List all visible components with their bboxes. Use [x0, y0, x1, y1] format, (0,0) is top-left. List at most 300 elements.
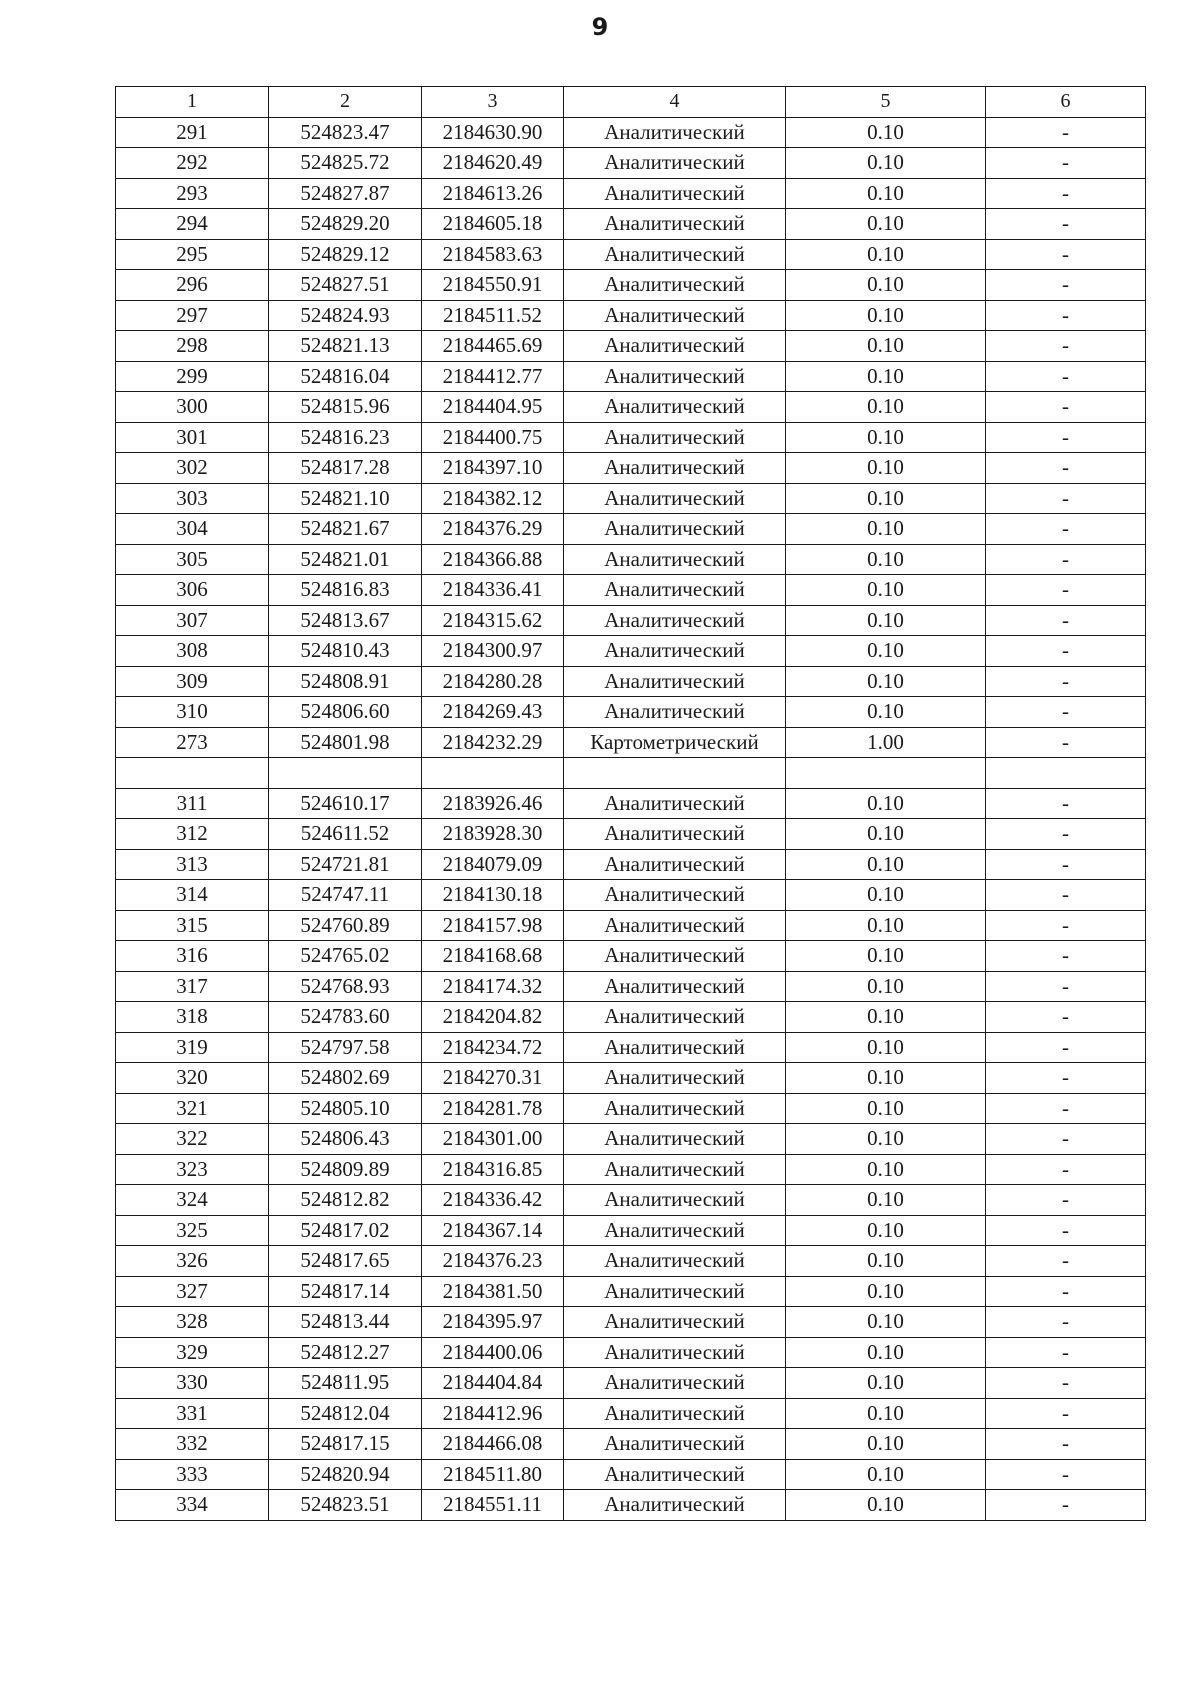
- table-cell: 2184130.18: [422, 880, 564, 911]
- table-row: [116, 971, 1146, 1002]
- table-cell: Аналитический: [564, 1276, 786, 1307]
- table-cell: 524760.89: [269, 910, 422, 941]
- table-cell: 328: [116, 1307, 269, 1338]
- table-cell: 2184583.63: [422, 239, 564, 270]
- table-cell: Аналитический: [564, 1398, 786, 1429]
- table-cell: 0.10: [786, 819, 986, 850]
- table-cell: 524817.28: [269, 453, 422, 484]
- table-cell: 2184395.97: [422, 1307, 564, 1338]
- table-cell: Аналитический: [564, 1337, 786, 1368]
- table-cell: -: [986, 1032, 1146, 1063]
- table-cell: 2184412.96: [422, 1398, 564, 1429]
- table-cell: -: [986, 1276, 1146, 1307]
- header-row: [116, 87, 1146, 118]
- table-cell: -: [986, 636, 1146, 667]
- table-cell: 0.10: [786, 666, 986, 697]
- table-cell: -: [986, 910, 1146, 941]
- table-cell: 0.10: [786, 270, 986, 301]
- table-row: [116, 239, 1146, 270]
- table-row: [116, 1337, 1146, 1368]
- table-cell: 0.10: [786, 697, 986, 728]
- table-cell: 2184381.50: [422, 1276, 564, 1307]
- table-row: [116, 636, 1146, 667]
- table-cell: 524829.12: [269, 239, 422, 270]
- table-cell: 319: [116, 1032, 269, 1063]
- table-cell: 2184404.95: [422, 392, 564, 423]
- table-header: [116, 87, 1146, 118]
- table-cell: 524805.10: [269, 1093, 422, 1124]
- table-cell: Аналитический: [564, 880, 786, 911]
- table-cell: 2184315.62: [422, 605, 564, 636]
- table-cell: [786, 758, 986, 789]
- coordinates-table: [115, 86, 1146, 1521]
- table-cell: 303: [116, 483, 269, 514]
- table-cell: 333: [116, 1459, 269, 1490]
- table-cell: Аналитический: [564, 1154, 786, 1185]
- table-cell: 313: [116, 849, 269, 880]
- table-cell: 2184620.49: [422, 148, 564, 179]
- table-cell: 2184400.75: [422, 422, 564, 453]
- table-cell: 524809.89: [269, 1154, 422, 1185]
- table-cell: 2184511.80: [422, 1459, 564, 1490]
- table-cell: 0.10: [786, 788, 986, 819]
- table-cell: 0.10: [786, 1093, 986, 1124]
- table-cell: 304: [116, 514, 269, 545]
- table-cell: 524827.87: [269, 178, 422, 209]
- table-cell: 2184382.12: [422, 483, 564, 514]
- table-cell: 301: [116, 422, 269, 453]
- table-row: [116, 1124, 1146, 1155]
- table-cell: 524816.83: [269, 575, 422, 606]
- table-cell: 524827.51: [269, 270, 422, 301]
- table-cell: -: [986, 697, 1146, 728]
- page-number: 9: [591, 13, 609, 41]
- table-cell: -: [986, 300, 1146, 331]
- table-cell: 2183926.46: [422, 788, 564, 819]
- table-cell: 291: [116, 117, 269, 148]
- table-cell: Аналитический: [564, 575, 786, 606]
- table-cell: -: [986, 1063, 1146, 1094]
- table-cell: Аналитический: [564, 1093, 786, 1124]
- table-cell: 2184204.82: [422, 1002, 564, 1033]
- table-cell: Аналитический: [564, 849, 786, 880]
- table-cell: 305: [116, 544, 269, 575]
- table-cell: 334: [116, 1490, 269, 1521]
- table-cell: Аналитический: [564, 1032, 786, 1063]
- table-cell: Аналитический: [564, 697, 786, 728]
- table-cell: 2184400.06: [422, 1337, 564, 1368]
- table-cell: 0.10: [786, 1215, 986, 1246]
- table-cell: 524801.98: [269, 727, 422, 758]
- table-row: [116, 361, 1146, 392]
- table-cell: -: [986, 819, 1146, 850]
- table-row: [116, 178, 1146, 209]
- table-cell: 310: [116, 697, 269, 728]
- table-row: [116, 392, 1146, 423]
- table-cell: -: [986, 1337, 1146, 1368]
- table-cell: 524812.27: [269, 1337, 422, 1368]
- table-row: [116, 1154, 1146, 1185]
- table-cell: 2184301.00: [422, 1124, 564, 1155]
- table-cell: Аналитический: [564, 605, 786, 636]
- table-cell: Аналитический: [564, 392, 786, 423]
- table-cell: 524824.93: [269, 300, 422, 331]
- table-cell: Аналитический: [564, 819, 786, 850]
- table-cell: 2184168.68: [422, 941, 564, 972]
- table-cell: 2184630.90: [422, 117, 564, 148]
- table-cell: 524816.04: [269, 361, 422, 392]
- table-cell: 524802.69: [269, 1063, 422, 1094]
- table-cell: 524813.44: [269, 1307, 422, 1338]
- table-cell: 524811.95: [269, 1368, 422, 1399]
- table-cell: 298: [116, 331, 269, 362]
- table-cell: 314: [116, 880, 269, 911]
- table-cell: 0.10: [786, 1124, 986, 1155]
- table-cell: 325: [116, 1215, 269, 1246]
- table-cell: Аналитический: [564, 178, 786, 209]
- table-cell: 0.10: [786, 483, 986, 514]
- table-cell: 0.10: [786, 849, 986, 880]
- table-cell: 2184605.18: [422, 209, 564, 240]
- table-cell: 0.10: [786, 1185, 986, 1216]
- table-cell: Аналитический: [564, 1185, 786, 1216]
- table-row: [116, 1063, 1146, 1094]
- table-cell: 0.10: [786, 880, 986, 911]
- table-cell: 0.10: [786, 1246, 986, 1277]
- table-row: [116, 1490, 1146, 1521]
- table-row: [116, 727, 1146, 758]
- table-cell: 0.10: [786, 453, 986, 484]
- table-cell: 524823.51: [269, 1490, 422, 1521]
- table-cell: 312: [116, 819, 269, 850]
- table-cell: -: [986, 1124, 1146, 1155]
- table-row: [116, 1032, 1146, 1063]
- table-cell: 0.10: [786, 1429, 986, 1460]
- table-row: [116, 1215, 1146, 1246]
- table-cell: Аналитический: [564, 910, 786, 941]
- table-row: [116, 1429, 1146, 1460]
- table-row: [116, 697, 1146, 728]
- header-cell: 4: [564, 87, 786, 118]
- table-cell: 524806.43: [269, 1124, 422, 1155]
- table-cell: 315: [116, 910, 269, 941]
- table-cell: 307: [116, 605, 269, 636]
- table-cell: Аналитический: [564, 636, 786, 667]
- table-row: [116, 1093, 1146, 1124]
- table-cell: 0.10: [786, 331, 986, 362]
- table-row: [116, 148, 1146, 179]
- table-cell: Аналитический: [564, 1429, 786, 1460]
- table-cell: -: [986, 270, 1146, 301]
- table-cell: 0.10: [786, 1337, 986, 1368]
- table-cell: 2184336.42: [422, 1185, 564, 1216]
- table-row: [116, 453, 1146, 484]
- header-cell: 5: [786, 87, 986, 118]
- table-cell: -: [986, 117, 1146, 148]
- table-cell: 524817.14: [269, 1276, 422, 1307]
- table-cell: 524817.02: [269, 1215, 422, 1246]
- table-cell: Аналитический: [564, 117, 786, 148]
- table-row: [116, 941, 1146, 972]
- table-cell: 0.10: [786, 910, 986, 941]
- table-cell: Аналитический: [564, 544, 786, 575]
- table-cell: 330: [116, 1368, 269, 1399]
- table-cell: 524820.94: [269, 1459, 422, 1490]
- table-cell: Аналитический: [564, 1490, 786, 1521]
- table-cell: -: [986, 971, 1146, 1002]
- table-cell: 0.10: [786, 1307, 986, 1338]
- table-cell: 326: [116, 1246, 269, 1277]
- table-cell: 2184465.69: [422, 331, 564, 362]
- table-cell: 0.10: [786, 209, 986, 240]
- table-cell: -: [986, 941, 1146, 972]
- table-cell: Аналитический: [564, 422, 786, 453]
- table-cell: Аналитический: [564, 209, 786, 240]
- table-cell: 317: [116, 971, 269, 1002]
- table-cell: -: [986, 331, 1146, 362]
- table-cell: 296: [116, 270, 269, 301]
- table-cell: 320: [116, 1063, 269, 1094]
- table-cell: 323: [116, 1154, 269, 1185]
- header-cell: 3: [422, 87, 564, 118]
- table-cell: 524611.52: [269, 819, 422, 850]
- table-cell: 524817.15: [269, 1429, 422, 1460]
- table-row: [116, 117, 1146, 148]
- table-cell: Аналитический: [564, 148, 786, 179]
- table-cell: 0.10: [786, 300, 986, 331]
- table-cell: 327: [116, 1276, 269, 1307]
- table-cell: 0.10: [786, 514, 986, 545]
- table-cell: 0.10: [786, 178, 986, 209]
- table-cell: 524808.91: [269, 666, 422, 697]
- table-cell: 322: [116, 1124, 269, 1155]
- table-cell: 293: [116, 178, 269, 209]
- table-cell: -: [986, 392, 1146, 423]
- header-cell: 6: [986, 87, 1146, 118]
- table-row: [116, 1398, 1146, 1429]
- table-cell: 311: [116, 788, 269, 819]
- table-row: [116, 849, 1146, 880]
- table-row: [116, 422, 1146, 453]
- table-cell: Аналитический: [564, 1124, 786, 1155]
- table-cell: -: [986, 1459, 1146, 1490]
- table-cell: 524812.04: [269, 1398, 422, 1429]
- table-cell: 2184376.29: [422, 514, 564, 545]
- table-cell: 524783.60: [269, 1002, 422, 1033]
- table-cell: [269, 758, 422, 789]
- table-cell: 294: [116, 209, 269, 240]
- table-row: [116, 1276, 1146, 1307]
- table-cell: Аналитический: [564, 270, 786, 301]
- table-cell: 0.10: [786, 117, 986, 148]
- table-cell: Аналитический: [564, 483, 786, 514]
- table-cell: Аналитический: [564, 971, 786, 1002]
- table-cell: 2184281.78: [422, 1093, 564, 1124]
- table-cell: 299: [116, 361, 269, 392]
- table-cell: -: [986, 1215, 1146, 1246]
- table-row: [116, 605, 1146, 636]
- table-cell: 2184367.14: [422, 1215, 564, 1246]
- table-cell: Аналитический: [564, 514, 786, 545]
- table-cell: 316: [116, 941, 269, 972]
- table-cell: Аналитический: [564, 453, 786, 484]
- table-cell: 292: [116, 148, 269, 179]
- table-cell: 302: [116, 453, 269, 484]
- table-row: [116, 1002, 1146, 1033]
- table-cell: 2184300.97: [422, 636, 564, 667]
- table-row: [116, 1185, 1146, 1216]
- table-cell: 2184376.23: [422, 1246, 564, 1277]
- table-cell: [564, 758, 786, 789]
- table-cell: Аналитический: [564, 331, 786, 362]
- table-cell: 0.10: [786, 239, 986, 270]
- table-cell: -: [986, 849, 1146, 880]
- table-cell: Аналитический: [564, 1459, 786, 1490]
- table-row: [116, 910, 1146, 941]
- table-cell: Аналитический: [564, 788, 786, 819]
- table-cell: 524810.43: [269, 636, 422, 667]
- table-cell: -: [986, 483, 1146, 514]
- table-cell: Аналитический: [564, 239, 786, 270]
- table-row: [116, 788, 1146, 819]
- table-cell: Аналитический: [564, 1246, 786, 1277]
- header-cell: 2: [269, 87, 422, 118]
- table-row: [116, 575, 1146, 606]
- table-cell: 2184412.77: [422, 361, 564, 392]
- table-cell: 524816.23: [269, 422, 422, 453]
- table-cell: 273: [116, 727, 269, 758]
- table-cell: 2184336.41: [422, 575, 564, 606]
- table-cell: 318: [116, 1002, 269, 1033]
- table-cell: Аналитический: [564, 1063, 786, 1094]
- table-cell: 2184270.31: [422, 1063, 564, 1094]
- table-cell: -: [986, 1429, 1146, 1460]
- table-cell: Аналитический: [564, 1307, 786, 1338]
- table-cell: 524813.67: [269, 605, 422, 636]
- table-cell: 524721.81: [269, 849, 422, 880]
- table-cell: 2184079.09: [422, 849, 564, 880]
- table-cell: -: [986, 666, 1146, 697]
- table-cell: Аналитический: [564, 666, 786, 697]
- table-cell: -: [986, 1246, 1146, 1277]
- table-cell: 524817.65: [269, 1246, 422, 1277]
- table-cell: 2184316.85: [422, 1154, 564, 1185]
- table-cell: -: [986, 544, 1146, 575]
- table-cell: 0.10: [786, 605, 986, 636]
- table-cell: 0.10: [786, 544, 986, 575]
- table-cell: 524829.20: [269, 209, 422, 240]
- table-cell: 524821.01: [269, 544, 422, 575]
- table-cell: -: [986, 361, 1146, 392]
- table-row: [116, 514, 1146, 545]
- table-cell: -: [986, 575, 1146, 606]
- table-cell: 297: [116, 300, 269, 331]
- table-cell: 2184404.84: [422, 1368, 564, 1399]
- table-row: [116, 880, 1146, 911]
- table-row: [116, 270, 1146, 301]
- table-cell: 0.10: [786, 148, 986, 179]
- table-cell: 0.10: [786, 971, 986, 1002]
- table-cell: -: [986, 422, 1146, 453]
- table-cell: 0.10: [786, 1490, 986, 1521]
- table-cell: 524815.96: [269, 392, 422, 423]
- table-cell: -: [986, 1185, 1146, 1216]
- table-cell: Аналитический: [564, 300, 786, 331]
- table-cell: 524823.47: [269, 117, 422, 148]
- table-row: [116, 1459, 1146, 1490]
- table-row: [116, 1307, 1146, 1338]
- table-cell: 2184174.32: [422, 971, 564, 1002]
- table-cell: 524765.02: [269, 941, 422, 972]
- table-cell: -: [986, 148, 1146, 179]
- table-cell: 295: [116, 239, 269, 270]
- table-cell: 524821.13: [269, 331, 422, 362]
- table-cell: 2184280.28: [422, 666, 564, 697]
- table-cell: 0.10: [786, 1398, 986, 1429]
- table-cell: -: [986, 1490, 1146, 1521]
- table-cell: 2184157.98: [422, 910, 564, 941]
- table-cell: 2184269.43: [422, 697, 564, 728]
- table-cell: 2184550.91: [422, 270, 564, 301]
- table-cell: 0.10: [786, 1063, 986, 1094]
- table-cell: 0.10: [786, 1368, 986, 1399]
- table-cell: -: [986, 514, 1146, 545]
- table-cell: 2184397.10: [422, 453, 564, 484]
- table-cell: 0.10: [786, 1276, 986, 1307]
- table-cell: 524768.93: [269, 971, 422, 1002]
- table-cell: 0.10: [786, 392, 986, 423]
- table-cell: -: [986, 178, 1146, 209]
- table-cell: 324: [116, 1185, 269, 1216]
- table-cell: 308: [116, 636, 269, 667]
- table-cell: 524821.10: [269, 483, 422, 514]
- table-cell: 329: [116, 1337, 269, 1368]
- table-cell: -: [986, 1002, 1146, 1033]
- table-cell: [422, 758, 564, 789]
- table-row: [116, 209, 1146, 240]
- table-cell: Аналитический: [564, 1002, 786, 1033]
- table-body: [116, 117, 1146, 1520]
- table-cell: 0.10: [786, 1459, 986, 1490]
- table-cell: -: [986, 727, 1146, 758]
- table-cell: Аналитический: [564, 941, 786, 972]
- table-cell: -: [986, 209, 1146, 240]
- table-row: [116, 483, 1146, 514]
- header-cell: 1: [116, 87, 269, 118]
- table-row: [116, 758, 1146, 789]
- table-row: [116, 819, 1146, 850]
- table-cell: 0.10: [786, 941, 986, 972]
- table-cell: 0.10: [786, 422, 986, 453]
- table-cell: 306: [116, 575, 269, 606]
- table-cell: -: [986, 605, 1146, 636]
- table-cell: 2184613.26: [422, 178, 564, 209]
- table-row: [116, 666, 1146, 697]
- table-cell: 2184232.29: [422, 727, 564, 758]
- table-cell: 524806.60: [269, 697, 422, 728]
- table-row: [116, 544, 1146, 575]
- table-cell: [986, 758, 1146, 789]
- table-cell: 2184511.52: [422, 300, 564, 331]
- table-cell: 524610.17: [269, 788, 422, 819]
- table-cell: 0.10: [786, 575, 986, 606]
- table-cell: 309: [116, 666, 269, 697]
- table-cell: -: [986, 1368, 1146, 1399]
- table-cell: Аналитический: [564, 361, 786, 392]
- table-cell: -: [986, 788, 1146, 819]
- table-cell: 2184366.88: [422, 544, 564, 575]
- table-row: [116, 1368, 1146, 1399]
